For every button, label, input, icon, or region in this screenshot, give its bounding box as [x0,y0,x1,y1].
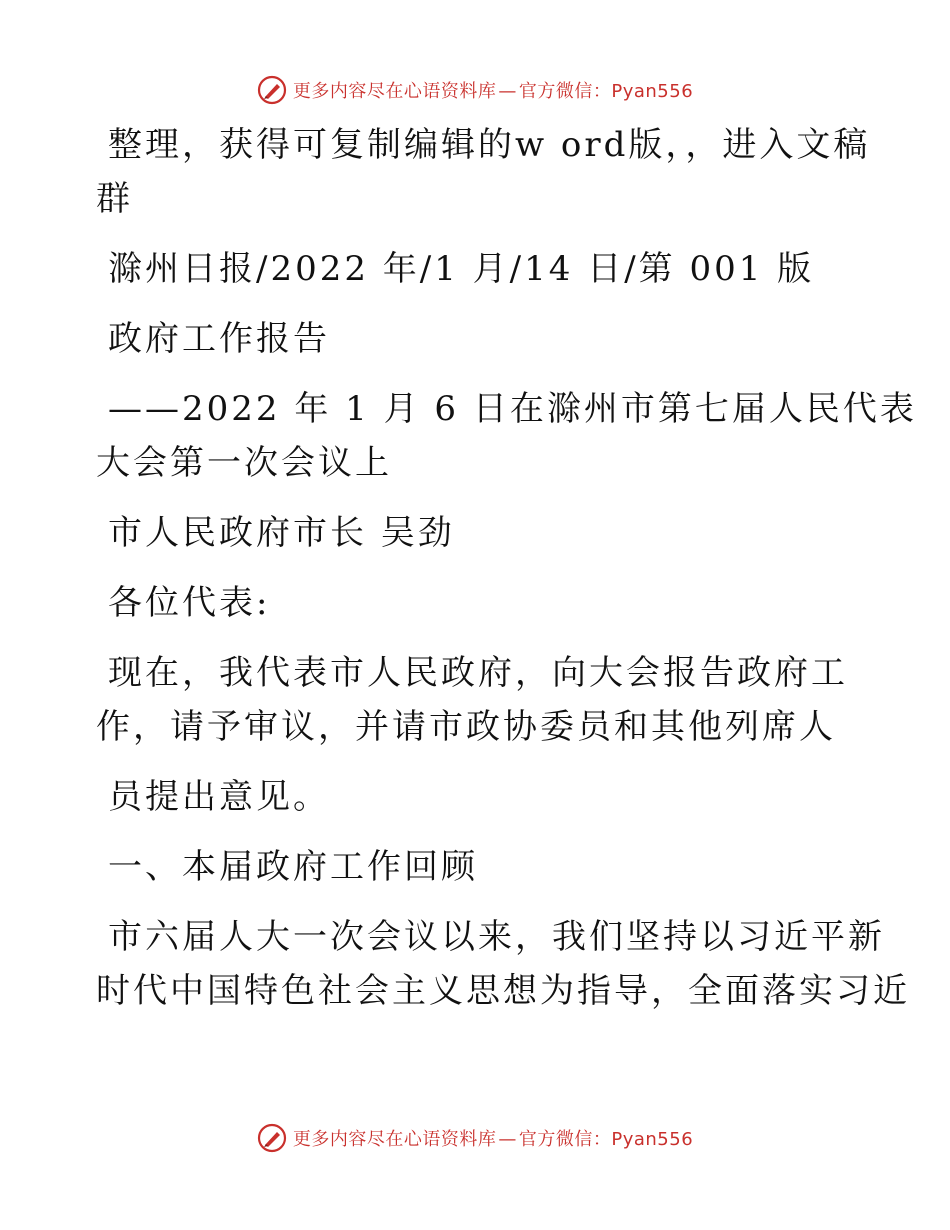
text-line: 市六届人大一次会议以来，我们坚持以习近平新 [108,917,885,957]
watermark-footer [0,1118,950,1158]
watermark-header [0,70,950,110]
paragraph-body [96,910,910,1018]
text-line: 作，请予审议，并请市政协委员和其他列席人 [96,707,836,747]
text-line: 市人民政府市长 吴劲 [108,513,455,553]
text-line: 各位代表: [108,583,271,623]
quill-pen-seal-icon [257,1123,287,1153]
paragraph-salutation [96,576,856,630]
watermark-text [293,1125,693,1151]
text-line: 一、本届政府工作回顾 [108,847,478,887]
watermark-id: Pyan556 [611,1129,694,1150]
document-title [96,312,856,366]
quill-pen-seal-icon [257,75,287,105]
document-subtitle [96,382,917,490]
watermark-label: 官方微信： [518,1129,612,1150]
section-heading [96,840,856,894]
text-line: ——2022 年 1 月 6 日在滁州市第七届人民代表 [108,389,917,429]
paragraph-body [96,770,856,824]
watermark-main: 更多内容尽在心语资料库 [292,81,497,102]
watermark-dash: — [498,81,517,102]
watermark-label: 官方微信： [518,81,612,102]
text-line: 现在，我代表市人民政府，向大会报告政府工 [108,653,848,693]
text-line: 时代中国特色社会主义思想为指导，全面落实习近 [96,971,910,1011]
text-line: 政府工作报告 [108,319,330,359]
watermark-main: 更多内容尽在心语资料库 [292,1129,497,1150]
document-author [96,506,856,560]
watermark-dash: — [498,1129,517,1150]
text-line: 大会第一次会议上 [96,443,392,483]
paragraph-body [96,646,856,754]
paragraph-source [96,242,856,296]
text-line: 整理，获得可复制编辑的w ord版，，进入文稿 [108,125,871,165]
watermark-id: Pyan556 [611,81,694,102]
document-body [96,118,917,1034]
text-line: 滁州日报/2022 年/1 月/14 日/第 001 版 [108,249,815,289]
text-line: 员提出意见。 [108,777,330,817]
text-line: 群 [96,179,133,219]
paragraph-intro [96,118,871,226]
watermark-text [293,77,693,103]
